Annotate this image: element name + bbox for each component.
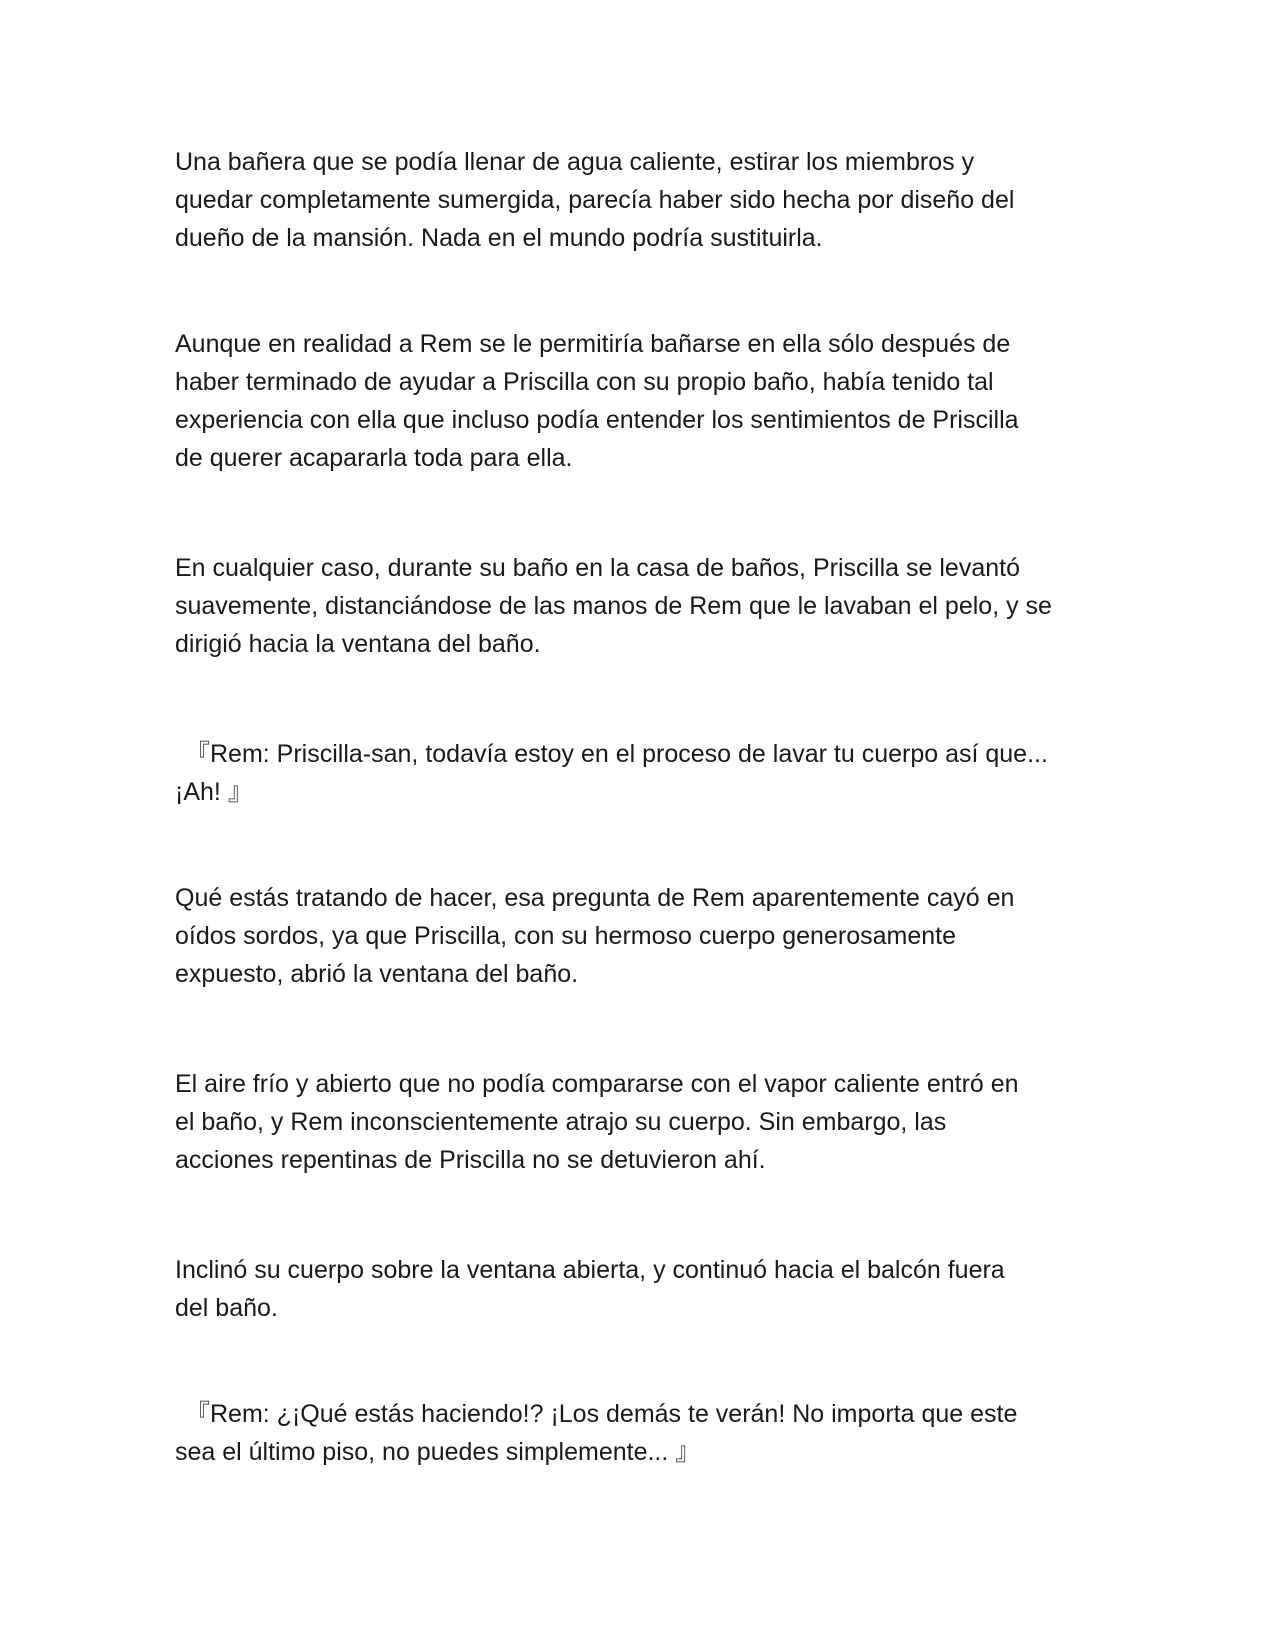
paragraph-rem-bath <box>175 325 1105 477</box>
text-line: haber terminado de ayudar a Priscilla con su propio baño, había tenido tal <box>175 368 994 396</box>
text-line: quedar completamente sumergida, parecía haber sido hecha por diseño del <box>175 186 1015 214</box>
text-line: suavemente, distanciándose de las manos de Rem que le lavaban el pelo, y se <box>175 592 1052 620</box>
text-line: 『Rem: Priscilla-san, todavía estoy en el proceso de lavar tu cuerpo así que... <box>185 740 1048 768</box>
paragraph-priscilla-stands <box>175 549 1105 663</box>
text-line: sea el último piso, no puedes simplemente... 』 <box>175 1438 701 1466</box>
text-line: experiencia con ella que incluso podía entender los sentimientos de Priscilla <box>175 406 1019 434</box>
text-line: expuesto, abrió la ventana del baño. <box>175 960 579 988</box>
dialogue-rem-2 <box>175 1395 1105 1471</box>
text-line: 『Rem: ¿¡Qué estás haciendo!? ¡Los demás te verán! No importa que este <box>185 1400 1018 1428</box>
text-line: ¡Ah! 』 <box>175 778 253 806</box>
text-line: Qué estás tratando de hacer, esa pregunta de Rem aparentemente cayó en <box>175 884 1015 912</box>
paragraph-bathtub <box>175 143 1105 257</box>
paragraph-question <box>175 879 1105 993</box>
text-line: En cualquier caso, durante su baño en la casa de baños, Priscilla se levantó <box>175 554 1020 582</box>
dialogue-rem-1 <box>175 735 1105 811</box>
text-line: dirigió hacia la ventana del baño. <box>175 630 541 658</box>
text-line: El aire frío y abierto que no podía compararse con el vapor caliente entró en <box>175 1070 1019 1098</box>
text-line: Aunque en realidad a Rem se le permitiría bañarse en ella sólo después de <box>175 330 1011 358</box>
text-line: de querer acapararla toda para ella. <box>175 444 573 472</box>
paragraph-balcony <box>175 1251 1105 1327</box>
text-line: acciones repentinas de Priscilla no se detuvieron ahí. <box>175 1146 766 1174</box>
paragraph-cold-air <box>175 1065 1105 1179</box>
text-line: Una bañera que se podía llenar de agua caliente, estirar los miembros y <box>175 148 975 176</box>
text-line: del baño. <box>175 1294 278 1322</box>
document-body <box>175 143 1105 1471</box>
text-line: el baño, y Rem inconscientemente atrajo su cuerpo. Sin embargo, las <box>175 1108 947 1136</box>
text-line: oídos sordos, ya que Priscilla, con su hermoso cuerpo generosamente <box>175 922 956 950</box>
text-line: Inclinó su cuerpo sobre la ventana abierta, y continuó hacia el balcón fuera <box>175 1256 1005 1284</box>
text-line: dueño de la mansión. Nada en el mundo podría sustituirla. <box>175 224 823 252</box>
